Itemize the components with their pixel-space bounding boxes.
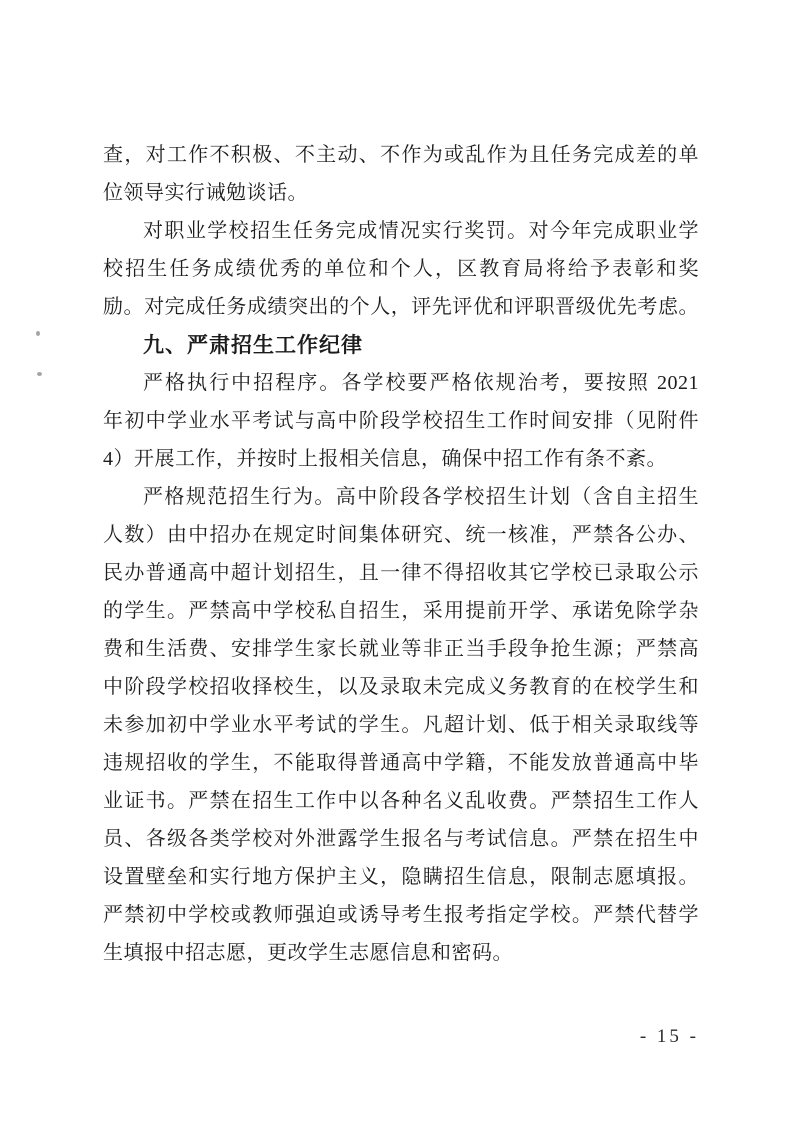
text-line: 中阶段学校招收择校生，以及录取未完成义务教育的在校学生和 xyxy=(103,676,699,698)
text-line: 违规招收的学生，不能取得普通高中学籍，不能发放普通高中毕 xyxy=(103,752,699,774)
section-heading: 九、严肃招生工作纪律 xyxy=(143,333,363,357)
text-line: 人数）由中招办在规定时间集体研究、统一核准，严禁各公办、 xyxy=(103,524,699,546)
text-line: 校招生任务成绩优秀的单位和个人，区教育局将给予表彰和奖 xyxy=(103,258,699,280)
text-line: 员、各级各类学校对外泄露学生报名与考试信息。严禁在招生中 xyxy=(103,828,699,850)
text-line: 严格规范招生行为。高中阶段各学校招生计划（含自主招生 xyxy=(143,486,699,508)
text-line: 设置壁垒和实行地方保护主义，隐瞒招生信息，限制志愿填报。 xyxy=(103,866,699,888)
scan-speck xyxy=(37,372,42,376)
page-number: - 15 - xyxy=(639,1026,699,1047)
scan-speck xyxy=(36,331,40,336)
text-line: 未参加初中学业水平考试的学生。凡超计划、低于相关录取线等 xyxy=(103,714,699,736)
text-line: 4）开展工作，并按时上报相关信息，确保中招工作有条不紊。 xyxy=(103,448,667,470)
text-line: 民办普通高中超计划招生，且一律不得招收其它学校已录取公示 xyxy=(103,562,699,584)
text-line: 业证书。严禁在招生工作中以各种名义乱收费。严禁招生工作人 xyxy=(103,790,699,812)
text-line: 的学生。严禁高中学校私自招生，采用提前开学、承诺免除学杂 xyxy=(103,600,699,622)
text-line: 严禁初中学校或教师强迫或诱导考生报考指定学校。严禁代替学 xyxy=(103,904,699,926)
text-line: 对职业学校招生任务完成情况实行奖罚。对今年完成职业学 xyxy=(143,220,699,242)
text-block xyxy=(103,136,699,972)
text-line: 生填报中招志愿，更改学生志愿信息和密码。 xyxy=(103,942,513,964)
text-line: 位领导实行诫勉谈话。 xyxy=(103,182,308,204)
text-line: 费和生活费、安排学生家长就业等非正当手段争抢生源；严禁高 xyxy=(103,638,699,660)
text-line: 严格执行中招程序。各学校要严格依规治考，要按照 2021 xyxy=(143,372,699,394)
text-line: 查，对工作不积极、不主动、不作为或乱作为且任务完成差的单 xyxy=(103,144,699,166)
text-line: 年初中学业水平考试与高中阶段学校招生工作时间安排（见附件 xyxy=(103,410,699,432)
text-line: 励。对完成任务成绩突出的个人，评先评优和评职晋级优先考虑。 xyxy=(103,296,699,318)
